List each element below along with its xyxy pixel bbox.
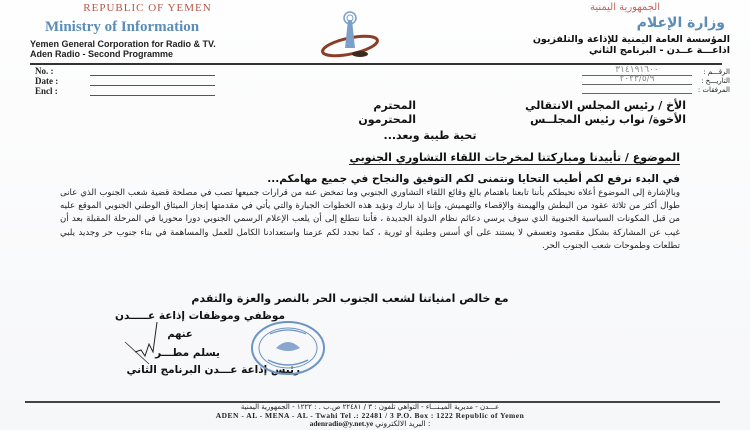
field-date-ar <box>582 76 730 85</box>
field-label: No. : <box>35 66 54 76</box>
ministry-ar: وزارة الإعلام <box>636 15 725 31</box>
recipient-honorific: المحترمون <box>358 113 416 126</box>
recipient-honorific: المحترم <box>373 99 416 112</box>
footer-email: adenradio@y.net.ye <box>309 419 374 428</box>
subject-line <box>140 151 680 164</box>
republic-en: REPUBLIC OF YEMEN <box>83 2 212 14</box>
recipients <box>358 99 686 127</box>
footer-address-ar: عـــدن - مديرية الميـنـــاء - التواهي تلفون : ٣ / ٢٢٤٨١ ص.ب . : ١٢٢٢ - الجمهورية اليمنية <box>240 403 500 411</box>
closing-line: مع خالص امنياتنا لشعب الجنوب الحر بالنصر والعزة والتقدم <box>191 292 509 305</box>
staff-line: موظفي وموظفات إذاعة عـــــدن <box>115 310 285 322</box>
field-value <box>582 93 692 94</box>
footer-email-label: : البريد الالكتروني <box>375 419 431 428</box>
field-attachments-ar <box>582 85 730 94</box>
field-line <box>90 89 215 96</box>
signer-name: يسلم مطـــر <box>155 347 220 359</box>
handwritten-signature-icon <box>115 322 175 367</box>
field-date <box>35 76 215 86</box>
field-value: ٢٠٢٣/٥/٩ <box>582 75 692 85</box>
footer-address-en: ADEN - AL - MENA - AL - Twahi Tel .: 22481 / 3 P.O. Box : 1222 Republic of Yemen <box>215 410 525 420</box>
field-line <box>90 79 215 86</box>
programme-ar: اذاعـــة عــدن - البرنامج الثاني <box>588 45 730 56</box>
corporation-ar: المؤسسة العامة اليمنية للإذاعة والتلفزيون <box>532 34 730 45</box>
opening-line: في البدء نرفع لكم أطيب التحايا ونتمنى لكم التوفيق والنجاح في جميع مهامكم... <box>267 173 680 185</box>
official-stamp-icon <box>250 320 326 376</box>
on-behalf-label: عنهم <box>167 329 193 340</box>
footer <box>60 403 680 429</box>
english-letterhead <box>30 2 245 59</box>
recipient-name: الأخ / رئيس المجلس الانتقالي <box>525 99 686 112</box>
field-label: Date : <box>35 76 59 86</box>
recipient-row <box>358 99 686 113</box>
programme-en: Aden Radio - Second Programme <box>30 49 174 59</box>
radio-tower-logo-icon <box>320 10 380 60</box>
ministry-en: Ministry of Information <box>45 19 200 35</box>
field-encl <box>35 86 215 96</box>
arabic-letterhead <box>430 2 730 56</box>
signer-title: رئيس إذاعة عـــدن البرنامج الثاني <box>126 364 300 376</box>
field-label: المرفقات : <box>697 86 730 94</box>
field-label: الرقـــم : <box>703 68 730 76</box>
letter-body: وبالإشارة إلى الموضوع أعلاه نحيطكم بأننا تابعنا باهتمام بالغ وقائع اللقاء التشاوري الجنوبي وما تمخض عنه من قرارات جميعها تصب في مصلحة قضية شعب الجنوب الذي عانى طوال أكثر من ثلاثة عقود من البطش والهيمنة والإقصاء والتهميش، وإننا إذ نبارك ونؤيد هذه الخطوات الجبارة والتي يأتي في مقدمتها إنجاز الميثاق الوطني الجنوبي الموقع عليه من قبل المكونات السياسية الجنوبية الذي سوف يرسي دعائم نظام الدولة الجديدة ، فأننا نتطلع إلى أن يلعب الإعلام الرسمي الجنوبي دورا محوريا في المرحلة المقبلة بعد أن غيب عن المشاركة بشكل مقصود وتعسفي لا يستند على أي أسس وطنية أو ثورية ، كما نجدد لكم عزمنا واستعدادنا الكامل للعمل والمساهمة في بناء جنوب حر وجديد يلبي تطلعات وطموحات شعب الجنوب الحر. <box>60 188 680 251</box>
arabic-ref-fields <box>582 67 730 94</box>
subject-text: الموضوع / تأييدنا ومباركتنا لمخرجات اللقاء التشاوري الجنوبي <box>349 151 680 164</box>
field-label: Encl : <box>35 86 58 96</box>
republic-ar: الجمهورية اليمنية <box>589 2 660 13</box>
field-no <box>35 66 215 76</box>
field-line <box>90 69 215 76</box>
greeting: تحية طيبة وبعد... <box>383 129 477 142</box>
english-ref-fields <box>35 66 215 96</box>
field-label: التاريـــخ : <box>701 77 730 85</box>
corporation-en: Yemen General Corporation for Radio & TV. <box>30 39 216 49</box>
field-value: ٣١٤١٩١٦٠٠ <box>582 66 692 76</box>
recipient-row <box>358 113 686 127</box>
footer-email-row <box>60 420 680 429</box>
recipient-name: الأخوة/ نواب رئيس المجلــس <box>530 113 686 126</box>
